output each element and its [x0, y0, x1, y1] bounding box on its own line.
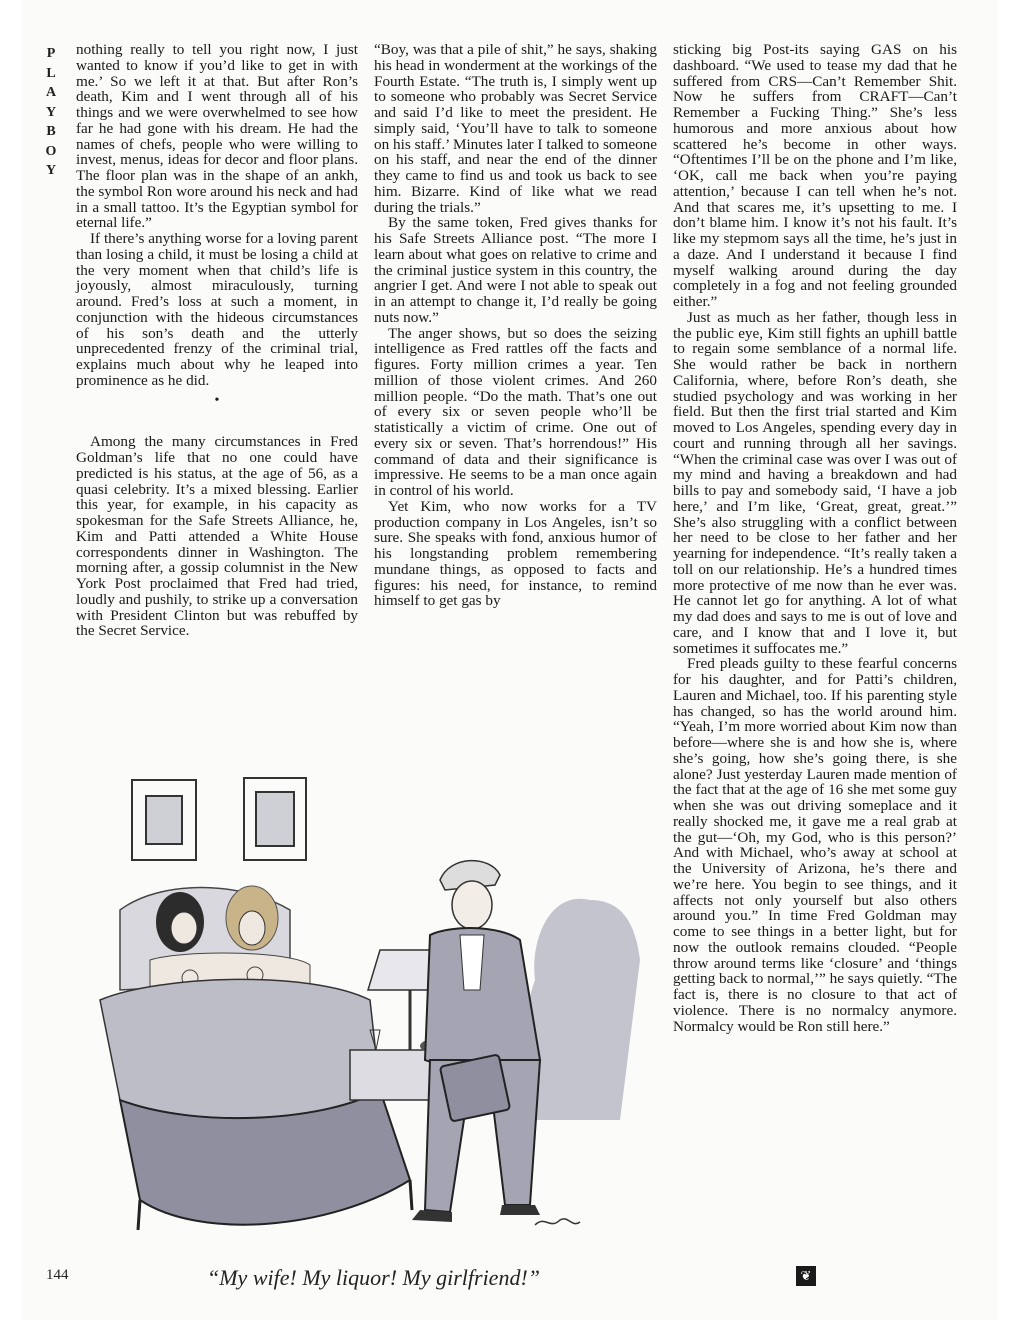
section-break-bullet: • [214, 392, 220, 408]
masthead-letter: P [46, 46, 56, 61]
paragraph: “Boy, was that a pile of shit,” he says, shaking his head in wonderment at the workings of the Fourth Estate. “The truth is, I simply went up to someone who probably was Secret Service and said I’d like to meet the president. He simply said, ‘You’ll have to talk to someone on his staff.’ Minutes later I talked to someone on his staff, and near the end of the dinner they came to find us and took us back to see him. Bizarre. Kind of like what we read during the trials.” [374, 41, 657, 216]
text-column-middle [374, 42, 657, 609]
masthead-letter: L [46, 65, 56, 81]
paragraph: The anger shows, but so does the seizing intelligence as Fred rattles off the facts and figures. Forty million crimes a year. Ten million of those violent crimes. And 260 million people. “Do the math. That’s one out of every six or seven people who’ll be statistically a victim of crime. One out of every six or seven. That’s horrendous!” His command of data and their significance is impressive. He seems to be a man once again in control of his world. [374, 324, 657, 499]
paragraph: Fred pleads guilty to these fearful concerns for his daughter, and for Patti’s children, Lauren and Michael, too. If his parenting style has changed, so has the world around him. “Yeah, I’m more worried about Kim now than before—where she is and how she is, where she’s going, how she’s going there, is she alone? Just yesterday Lauren made mention of the fact that at the age of 16 she met some guy when she was out driving someplace and it really shocked me, it gave me a real grab at the gut—‘Oh, my God, who is this person?’ And with Michael, who’s away at school at the University of Arizona, he’s there and we’re here. You begin to see things, and it affects not only yourself but also others around you.” In time Fred Goldman may come to see things in a better light, but for now the outlook remains clouded. “People throw around terms like ‘closure’ and ‘things getting back to normal,’” he says quietly. “The fact is, there is no closure to that act of violence. There is no normalcy anymore. Normalcy would be Ron still here.” [673, 655, 957, 1035]
paragraph: sticking big Post-its saying GAS on his dashboard. “We used to tease my dad that he suffered from CRS—Can’t Remember Shit. Now he suffers from CRAFT—Can’t Remember a Fucking Thing.” She’s less humorous and more anxious about how scattered he’s become in other ways. “Oftentimes I’ll be on the phone and I’m like, ‘OK, call me back when you’re paying attention,’ because I can tell when he’s not. And that scares me, it’s upsetting to me. I don’t blame him. I know it’s not his fault. It’s like my stepmom says all the time, he’s just in a daze. And I understand it because I find myself walking around during the day completely in a fog and not feeling grounded either.” [673, 41, 957, 310]
masthead-letter: B [46, 124, 56, 139]
page-number: 144 [46, 1267, 69, 1283]
paragraph: Just as much as her father, though less in the public eye, Kim still fights an uphill battle to regain some semblance of a normal life. She would rather be back in northern California, where, before Ron’s death, she studied psychology and was working in her field. But then the first trial started and Kim moved to Los Angeles, spending every day in court and running through all her savings. “When the criminal case was over I was out of my mind and having a breakdown and had bills to pay and somebody said, ‘I have a job here,’ and I’m like, ‘Great, great, great.’” She’s also struggling with a conflict between her need to be close to her father and her yearning for independence. “It’s really taken a toll on our relationship. He’s a hundred times more protective of me now than he ever was. He cannot let go for anything. A lot of what my dad does and says to me is out of love and care, and I know that and I love it, but sometimes it suffocates me.” [673, 308, 957, 657]
masthead-letter: A [45, 85, 57, 100]
wall-shadow [524, 899, 640, 1120]
magazine-masthead [38, 44, 64, 181]
cartoon-illustration [80, 760, 650, 1255]
paragraph: If there’s anything worse for a loving parent than losing a child, it must be losing a child at the very moment when that child’s life is joyously, almost miraculously, turning around. Fred’s loss at such a moment, in conjunction with the hideous circumstances of his son’s death and the utterly unprecedented frenzy of the criminal trial, explains much about why he leaped into prominence as he did. [76, 230, 358, 389]
text-column-left [76, 42, 358, 639]
wall-picture [132, 778, 306, 860]
cartoon-caption: “My wife! My liquor! My girlfriend!” [207, 1265, 541, 1290]
masthead-letter: O [45, 143, 57, 159]
artist-signature-scribble [535, 1219, 580, 1225]
masthead-letter: Y [45, 104, 57, 120]
text-column-right [673, 42, 957, 1034]
man-with-briefcase [412, 861, 540, 1222]
magazine-page [22, 0, 998, 1320]
paragraph: nothing really to tell you right now, I just wanted to know if you’d like to get in with me.’ So we left it at that. But after Ron’s death, Kim and I went through all of his things and we were overwhelmed to see how far he had gone with his dream. He had the names of chefs, people who were willing to invest, menus, ideas for decor and floor plans. The floor plan was in the shape of an ankh, the symbol Ron wore around his neck and had in a small tattoo. It’s the Egyptian symbol for eternal life.” [76, 41, 358, 232]
paragraph: By the same token, Fred gives thanks for his Safe Streets Alliance post. “The more I learn about what goes on relative to crime and the criminal justice system in this country, the angrier I get. And were I not able to speak out in an attempt to change it, I’d really be going nuts now.” [374, 214, 657, 326]
paragraph: Yet Kim, who now works for a TV production company in Los Angeles, isn’t so sure. She speaks with fond, anxious humor of his longstanding problem remembering mundane things, as opposed to facts and figures: his need, for instance, to remind himself to get gas by [374, 497, 657, 610]
masthead-letter: Y [45, 163, 57, 178]
bunny-end-mark-icon: ❦ [796, 1266, 816, 1286]
paragraph: Among the many circumstances in Fred Goldman’s life that no one could have predicted is his status, at the age of 56, as a quasi celebrity. It’s a mixed blessing. Earlier this year, for example, in his capacity as spokesman for the Safe Streets Alliance, he, Kim and Patti attended a White House correspondents dinner in Washington. The morning after, a gossip columnist in the New York Post proclaimed that Fred had tried, loudly and pushily, to strike up a conversation with President Clinton but was rebuffed by the Secret Service. [76, 433, 358, 640]
bed-blanket [100, 979, 380, 1118]
